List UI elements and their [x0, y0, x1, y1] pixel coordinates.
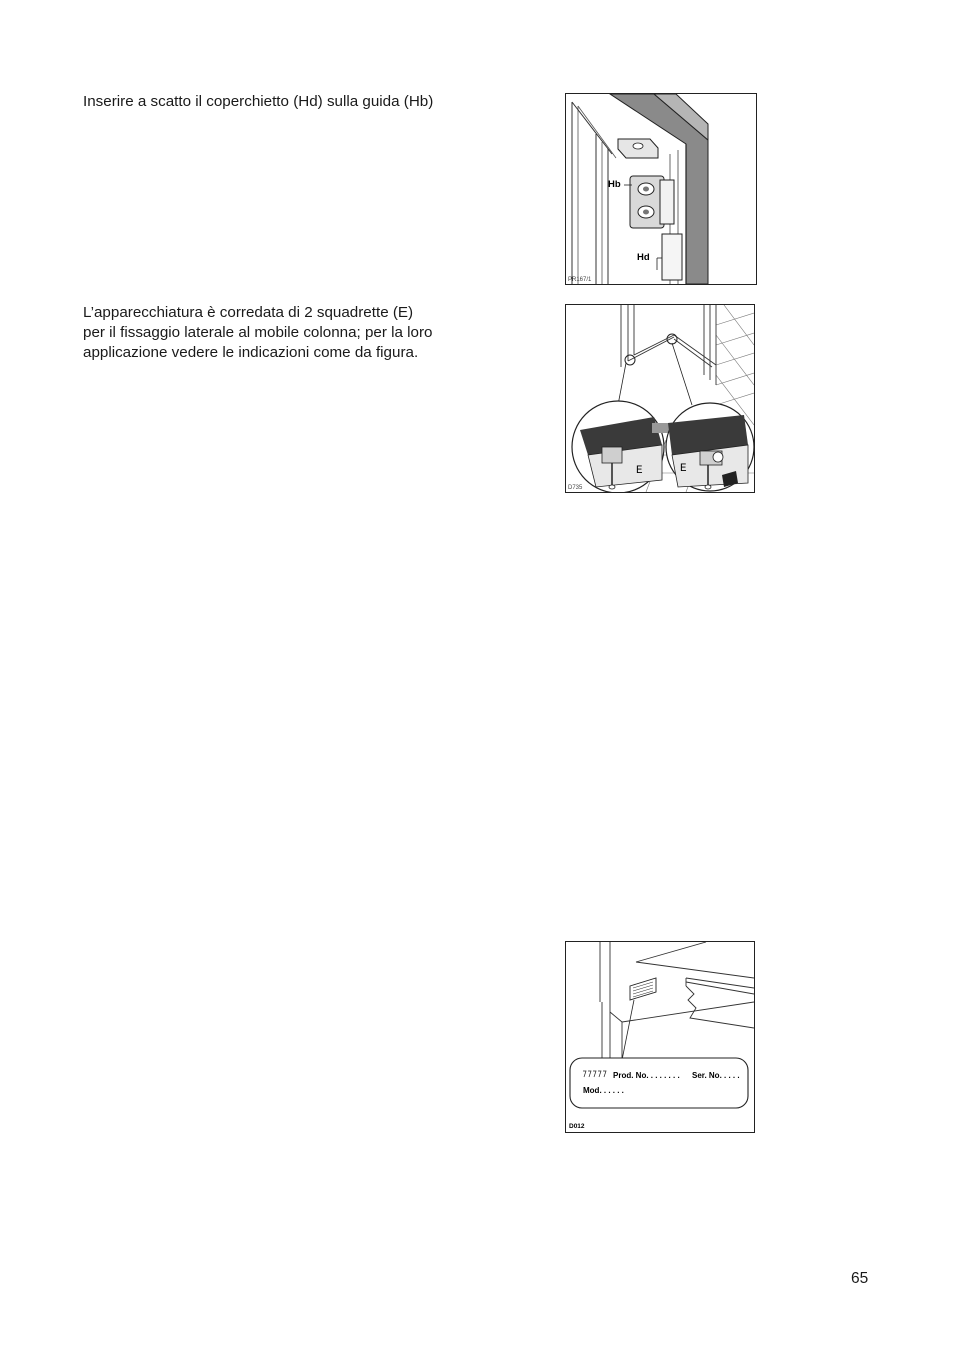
instruction-brackets — [83, 303, 523, 363]
instruction-brackets-line-2: per il fissaggio laterale al mobile colonna; per la loro — [83, 324, 433, 341]
plate-mod: Mod. . . . . . — [583, 1086, 624, 1095]
plate-ser-no: Ser. No. . . . . — [692, 1071, 740, 1080]
figure-brackets-drawing — [566, 305, 754, 492]
figure-cover-guide-drawing — [566, 94, 756, 284]
figure-rating-plate-drawing — [566, 942, 754, 1132]
figure-code: PR167/1 — [568, 277, 592, 283]
figure-code: D735 — [568, 485, 583, 491]
label-e-left: E — [636, 465, 643, 477]
instruction-cover-snap: Inserire a scatto il coperchietto (Hd) sulla guida (Hb) — [83, 93, 434, 110]
figure-cover-guide — [565, 93, 757, 285]
plate-prod-no: Prod. No. . . . . . . . — [613, 1071, 680, 1080]
instruction-brackets-line-3: applicazione vedere le indicazioni come da figura. — [83, 344, 419, 361]
page-number: 65 — [851, 1270, 869, 1287]
figure-rating-plate — [565, 941, 755, 1133]
figure-code: D012 — [569, 1123, 585, 1130]
label-e-right: E — [680, 463, 687, 475]
figure-brackets — [565, 304, 755, 493]
instruction-brackets-line-1: L’apparecchiatura è corredata di 2 squadrette (E) — [83, 304, 414, 321]
label-hb: Hb — [608, 179, 621, 190]
label-hd: Hd — [637, 252, 650, 263]
